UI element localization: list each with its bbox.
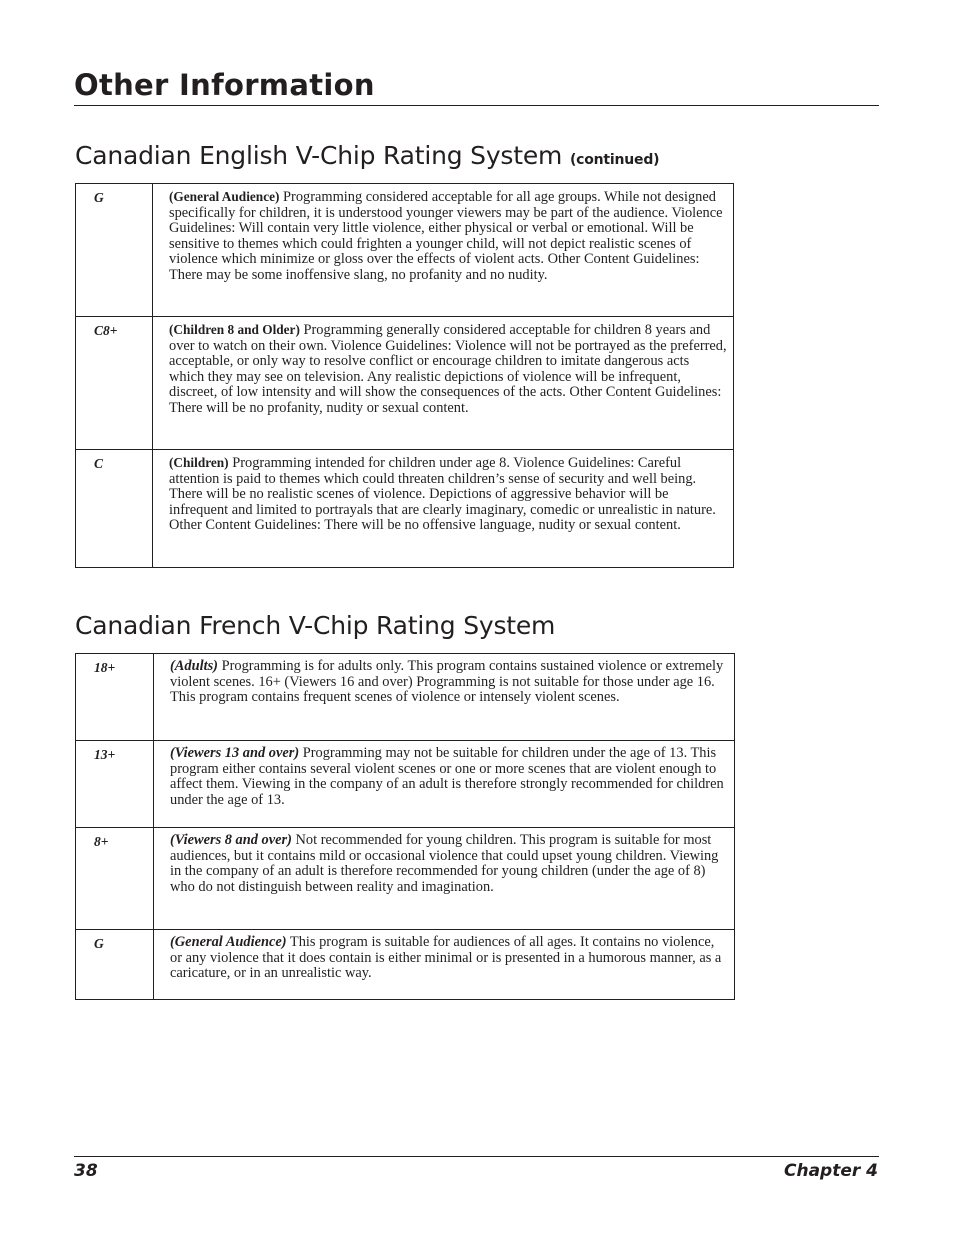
rating-label: (Viewers 13 and over) xyxy=(170,745,300,761)
rating-description xyxy=(154,741,735,828)
continued-label: (continued) xyxy=(569,152,660,168)
rating-text: Programming intended for children under age 8. Violence Guidelines: Careful attention is paid to themes which could threaten children’s sense of security and well being. There will be no realistic scenes of violence. Depictions of aggressive behavior will be infrequent and limited to portrayals that are clearly imaginary, comedic or unrealistic in nature. Other Content Guidelines: There will be no offensive language, nudity or sexual content. xyxy=(169,455,716,534)
rating-code: C8+ xyxy=(76,317,153,450)
rating-code: G xyxy=(76,184,153,317)
english-heading-text: Canadian English V-Chip Rating System xyxy=(75,141,563,170)
english-rating-heading xyxy=(75,141,659,170)
rating-description xyxy=(154,828,735,930)
rating-description xyxy=(153,450,734,568)
rating-label: (General Audience) xyxy=(169,189,280,204)
rating-code: G xyxy=(76,930,154,1000)
table-row xyxy=(76,930,735,1000)
rating-description xyxy=(154,930,735,1000)
section-title: Other Information xyxy=(74,68,375,102)
rating-code: 8+ xyxy=(76,828,154,930)
rating-description xyxy=(153,184,734,317)
rating-description xyxy=(153,317,734,450)
rating-text: Programming considered acceptable for all age groups. While not designed specifically for children, it is understood younger viewers may be part of the audience. Violence Guidelines: Will contain very little violence, either physical or verbal or emotional. Will be sensitive to themes which could frighten a younger child, will not depict realistic scenes of violence which minimize or gloss over the effects of violent acts. Other Content Guidelines: There may be some inoffensive slang, no profanity and no nudity. xyxy=(169,189,723,283)
rating-label: (Viewers 8 and over) xyxy=(170,832,292,848)
page-number: 38 xyxy=(74,1161,98,1181)
rating-label: (General Audience) xyxy=(170,934,287,950)
table-row xyxy=(76,828,735,930)
rating-code: 13+ xyxy=(76,741,154,828)
footer-rule xyxy=(74,1156,879,1157)
table-row xyxy=(76,450,734,568)
rating-text: This program is suitable for audiences of all ages. It contains no violence, or any violence that it does contain is either minimal or is presented in a humorous manner, as a caricature, or in an unrealistic way. xyxy=(170,934,722,982)
rating-label: (Children) xyxy=(169,455,229,470)
table-row xyxy=(76,741,735,828)
rating-label: (Children 8 and Older) xyxy=(169,322,300,337)
rating-code: 18+ xyxy=(76,654,154,741)
rating-text: Not recommended for young children. This program is suitable for most audiences, but it contains mild or occasional violence that could upset young children. Viewing in the company of an adult is therefore recommended for young children (under the age of 8) who do not distinguish between reality and imagination. xyxy=(170,832,719,895)
rating-description xyxy=(154,654,735,741)
table-row xyxy=(76,184,734,317)
rating-text: Programming generally considered acceptable for children 8 years and over to watch on their own. Violence Guidelines: Violence will not be portrayed as the preferred, acceptable, or only way to resolve conflict or encourage children to imitate dangerous acts which they may see on television. Any realistic depictions of violence will be infrequent, discreet, of low intensity and will show the consequences of the acts. Other Content Guidelines: There will be no profanity, nudity or sexual content. xyxy=(169,322,727,416)
french-rating-heading: Canadian French V-Chip Rating System xyxy=(75,611,556,640)
english-rating-table xyxy=(75,183,734,568)
chapter-label: Chapter 4 xyxy=(783,1161,878,1181)
header-rule xyxy=(74,105,879,106)
rating-text: Programming may not be suitable for children under the age of 13. This program either contains several violent scenes or one or more scenes that are violent enough to affect them. Viewing in the company of an adult is therefore strongly recommended for children under the age of 13. xyxy=(170,745,724,808)
rating-text: Programming is for adults only. This program contains sustained violence or extremely violent scenes. 16+ (Viewers 16 and over) Programming is not suitable for those under age 16. This program contains frequent scenes of violence or intensely violent scenes. xyxy=(170,658,724,706)
rating-code: C xyxy=(76,450,153,568)
table-row xyxy=(76,654,735,741)
table-row xyxy=(76,317,734,450)
rating-label: (Adults) xyxy=(170,658,218,674)
french-rating-table xyxy=(75,653,735,1000)
